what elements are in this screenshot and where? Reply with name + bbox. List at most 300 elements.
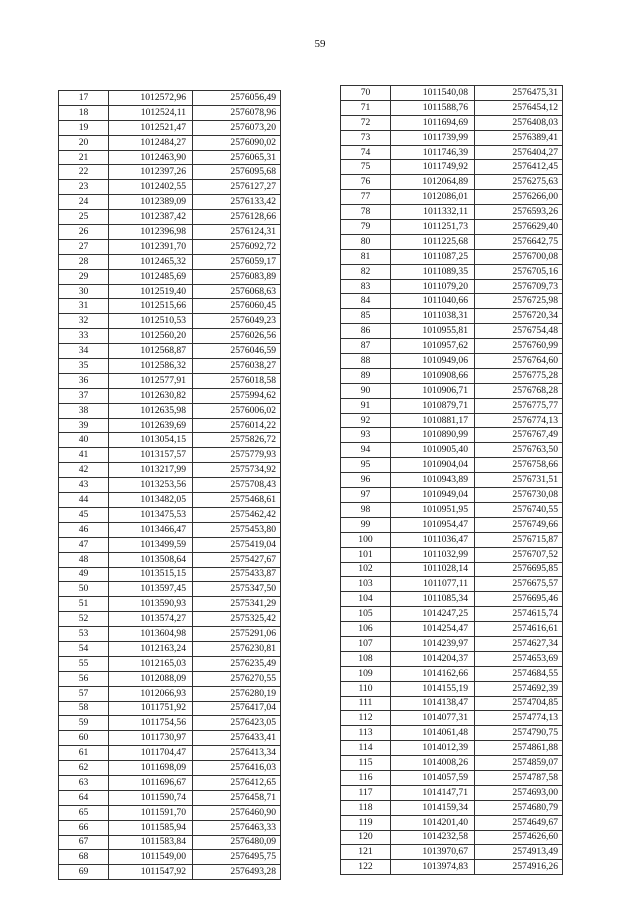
- point-number-cell: 21: [59, 150, 109, 165]
- x-coordinate-cell: 1011028,14: [391, 562, 475, 577]
- y-coordinate-cell: 2576090,02: [193, 135, 281, 150]
- x-coordinate-cell: 1012568,87: [109, 344, 193, 359]
- table-row: [59, 805, 281, 820]
- point-number-cell: 67: [59, 835, 109, 850]
- x-coordinate-cell: 1010943,89: [391, 473, 475, 488]
- point-number-cell: 35: [59, 359, 109, 374]
- x-coordinate-cell: 1014061,48: [391, 726, 475, 741]
- y-coordinate-cell: 2576775,77: [475, 398, 563, 413]
- point-number-cell: 72: [341, 115, 391, 130]
- x-coordinate-cell: 1011032,99: [391, 547, 475, 562]
- x-coordinate-cell: 1014077,31: [391, 711, 475, 726]
- point-number-cell: 76: [341, 175, 391, 190]
- y-coordinate-cell: 2576695,85: [475, 562, 563, 577]
- y-coordinate-cell: 2576707,52: [475, 547, 563, 562]
- table-row: [341, 130, 563, 145]
- table-row: [59, 641, 281, 656]
- point-number-cell: 37: [59, 388, 109, 403]
- y-coordinate-cell: 2576275,63: [475, 175, 563, 190]
- x-coordinate-cell: 1014008,26: [391, 756, 475, 771]
- point-number-cell: 95: [341, 458, 391, 473]
- point-number-cell: 23: [59, 180, 109, 195]
- point-number-cell: 33: [59, 329, 109, 344]
- point-number-cell: 99: [341, 517, 391, 532]
- y-coordinate-cell: 2576433,41: [193, 731, 281, 746]
- y-coordinate-cell: 2575325,42: [193, 612, 281, 627]
- point-number-cell: 78: [341, 205, 391, 220]
- table-row: [59, 225, 281, 240]
- table-row: [341, 115, 563, 130]
- x-coordinate-cell: 1012484,27: [109, 135, 193, 150]
- table-row: [59, 865, 281, 880]
- x-coordinate-cell: 1013475,53: [109, 507, 193, 522]
- x-coordinate-cell: 1012586,32: [109, 359, 193, 374]
- point-number-cell: 32: [59, 314, 109, 329]
- y-coordinate-cell: 2574913,49: [475, 845, 563, 860]
- y-coordinate-cell: 2574859,07: [475, 756, 563, 771]
- table-row: [59, 195, 281, 210]
- point-number-cell: 121: [341, 845, 391, 860]
- table-row: [341, 249, 563, 264]
- y-coordinate-cell: 2576475,31: [475, 86, 563, 101]
- x-coordinate-cell: 1013466,47: [109, 522, 193, 537]
- table-row: [59, 552, 281, 567]
- x-coordinate-cell: 1014012,39: [391, 741, 475, 756]
- point-number-cell: 26: [59, 225, 109, 240]
- table-row: [59, 314, 281, 329]
- table-row: [341, 785, 563, 800]
- table-row: [59, 165, 281, 180]
- x-coordinate-cell: 1012485,69: [109, 269, 193, 284]
- y-coordinate-cell: 2576730,08: [475, 488, 563, 503]
- y-coordinate-cell: 2576642,75: [475, 234, 563, 249]
- table-row: [59, 790, 281, 805]
- point-number-cell: 116: [341, 770, 391, 785]
- point-number-cell: 64: [59, 790, 109, 805]
- point-number-cell: 25: [59, 210, 109, 225]
- table-row: [341, 100, 563, 115]
- point-number-cell: 104: [341, 592, 391, 607]
- table-row: [341, 264, 563, 279]
- y-coordinate-cell: 2576416,03: [193, 761, 281, 776]
- table-row: [341, 651, 563, 666]
- table-row: [341, 234, 563, 249]
- table-row: [59, 254, 281, 269]
- x-coordinate-cell: 1011251,73: [391, 220, 475, 235]
- x-coordinate-cell: 1011583,84: [109, 835, 193, 850]
- y-coordinate-cell: 2576014,22: [193, 418, 281, 433]
- table-row: [341, 681, 563, 696]
- table-row: [59, 582, 281, 597]
- y-coordinate-cell: 2574861,88: [475, 741, 563, 756]
- point-number-cell: 61: [59, 746, 109, 761]
- coordinates-table-left: [58, 90, 281, 880]
- x-coordinate-cell: 1013604,98: [109, 627, 193, 642]
- x-coordinate-cell: 1011739,99: [391, 130, 475, 145]
- point-number-cell: 44: [59, 493, 109, 508]
- point-number-cell: 36: [59, 373, 109, 388]
- x-coordinate-cell: 1012397,26: [109, 165, 193, 180]
- table-row: [341, 666, 563, 681]
- y-coordinate-cell: 2576230,81: [193, 641, 281, 656]
- point-number-cell: 47: [59, 537, 109, 552]
- x-coordinate-cell: 1011751,92: [109, 701, 193, 716]
- table-row: [59, 299, 281, 314]
- y-coordinate-cell: 2576060,45: [193, 299, 281, 314]
- x-coordinate-cell: 1013217,99: [109, 463, 193, 478]
- y-coordinate-cell: 2574704,85: [475, 696, 563, 711]
- x-coordinate-cell: 1014138,47: [391, 696, 475, 711]
- x-coordinate-cell: 1012165,03: [109, 656, 193, 671]
- table-row: [59, 135, 281, 150]
- table-row: [341, 294, 563, 309]
- point-number-cell: 80: [341, 234, 391, 249]
- table-row: [341, 696, 563, 711]
- point-number-cell: 56: [59, 671, 109, 686]
- point-number-cell: 70: [341, 86, 391, 101]
- y-coordinate-cell: 2574684,55: [475, 666, 563, 681]
- y-coordinate-cell: 2575734,92: [193, 463, 281, 478]
- table-row: [341, 607, 563, 622]
- point-number-cell: 24: [59, 195, 109, 210]
- y-coordinate-cell: 2576128,66: [193, 210, 281, 225]
- x-coordinate-cell: 1010906,71: [391, 383, 475, 398]
- y-coordinate-cell: 2576404,27: [475, 145, 563, 160]
- table-row: [59, 403, 281, 418]
- table-row: [341, 354, 563, 369]
- y-coordinate-cell: 2576593,26: [475, 205, 563, 220]
- x-coordinate-cell: 1011730,97: [109, 731, 193, 746]
- y-coordinate-cell: 2576133,42: [193, 195, 281, 210]
- x-coordinate-cell: 1011085,34: [391, 592, 475, 607]
- point-number-cell: 90: [341, 383, 391, 398]
- table-row: [341, 383, 563, 398]
- x-coordinate-cell: 1012465,32: [109, 254, 193, 269]
- table-row: [59, 284, 281, 299]
- point-number-cell: 20: [59, 135, 109, 150]
- x-coordinate-cell: 1012086,01: [391, 190, 475, 205]
- x-coordinate-cell: 1012521,47: [109, 120, 193, 135]
- x-coordinate-cell: 1011040,66: [391, 294, 475, 309]
- y-coordinate-cell: 2575347,50: [193, 582, 281, 597]
- y-coordinate-cell: 2575427,67: [193, 552, 281, 567]
- table-row: [341, 770, 563, 785]
- y-coordinate-cell: 2576423,05: [193, 716, 281, 731]
- x-coordinate-cell: 1013157,57: [109, 448, 193, 463]
- x-coordinate-cell: 1011332,11: [391, 205, 475, 220]
- y-coordinate-cell: 2575994,62: [193, 388, 281, 403]
- x-coordinate-cell: 1010949,04: [391, 488, 475, 503]
- point-number-cell: 112: [341, 711, 391, 726]
- table-row: [341, 220, 563, 235]
- table-row: [341, 830, 563, 845]
- y-coordinate-cell: 2576460,90: [193, 805, 281, 820]
- point-number-cell: 48: [59, 552, 109, 567]
- table-row: [341, 636, 563, 651]
- point-number-cell: 54: [59, 641, 109, 656]
- table-row: [59, 91, 281, 106]
- point-number-cell: 114: [341, 741, 391, 756]
- table-row: [341, 711, 563, 726]
- point-number-cell: 51: [59, 597, 109, 612]
- x-coordinate-cell: 1011087,25: [391, 249, 475, 264]
- y-coordinate-cell: 2575462,42: [193, 507, 281, 522]
- point-number-cell: 41: [59, 448, 109, 463]
- table-row: [59, 835, 281, 850]
- point-number-cell: 59: [59, 716, 109, 731]
- x-coordinate-cell: 1014232,58: [391, 830, 475, 845]
- table-row: [59, 344, 281, 359]
- table-row: [341, 756, 563, 771]
- y-coordinate-cell: 2576629,40: [475, 220, 563, 235]
- y-coordinate-cell: 2576700,08: [475, 249, 563, 264]
- point-number-cell: 92: [341, 413, 391, 428]
- table-row: [341, 502, 563, 517]
- table-row: [341, 562, 563, 577]
- x-coordinate-cell: 1011749,92: [391, 160, 475, 175]
- point-number-cell: 34: [59, 344, 109, 359]
- y-coordinate-cell: 2575419,04: [193, 537, 281, 552]
- table-row: [341, 547, 563, 562]
- table-row: [59, 597, 281, 612]
- x-coordinate-cell: 1012402,55: [109, 180, 193, 195]
- table-row: [59, 478, 281, 493]
- y-coordinate-cell: 2576127,27: [193, 180, 281, 195]
- y-coordinate-cell: 2576731,51: [475, 473, 563, 488]
- x-coordinate-cell: 1013590,93: [109, 597, 193, 612]
- point-number-cell: 42: [59, 463, 109, 478]
- x-coordinate-cell: 1014254,47: [391, 622, 475, 637]
- table-row: [59, 433, 281, 448]
- point-number-cell: 106: [341, 622, 391, 637]
- x-coordinate-cell: 1011540,08: [391, 86, 475, 101]
- table-row: [59, 820, 281, 835]
- y-coordinate-cell: 2576083,89: [193, 269, 281, 284]
- table-row: [59, 105, 281, 120]
- table-row: [59, 210, 281, 225]
- point-number-cell: 52: [59, 612, 109, 627]
- point-number-cell: 111: [341, 696, 391, 711]
- table-row: [59, 537, 281, 552]
- table-row: [341, 428, 563, 443]
- point-number-cell: 50: [59, 582, 109, 597]
- point-number-cell: 82: [341, 264, 391, 279]
- y-coordinate-cell: 2576760,99: [475, 339, 563, 354]
- table-row: [341, 368, 563, 383]
- table-row: [341, 592, 563, 607]
- y-coordinate-cell: 2576767,49: [475, 428, 563, 443]
- y-coordinate-cell: 2575453,80: [193, 522, 281, 537]
- x-coordinate-cell: 1010904,04: [391, 458, 475, 473]
- y-coordinate-cell: 2574627,34: [475, 636, 563, 651]
- table-row: [341, 190, 563, 205]
- table-row: [341, 458, 563, 473]
- x-coordinate-cell: 1014204,37: [391, 651, 475, 666]
- x-coordinate-cell: 1012630,82: [109, 388, 193, 403]
- table-row: [341, 413, 563, 428]
- y-coordinate-cell: 2576389,41: [475, 130, 563, 145]
- y-coordinate-cell: 2576266,00: [475, 190, 563, 205]
- x-coordinate-cell: 1012088,09: [109, 671, 193, 686]
- y-coordinate-cell: 2576763,50: [475, 443, 563, 458]
- x-coordinate-cell: 1012639,69: [109, 418, 193, 433]
- y-coordinate-cell: 2576018,58: [193, 373, 281, 388]
- y-coordinate-cell: 2574653,69: [475, 651, 563, 666]
- point-number-cell: 73: [341, 130, 391, 145]
- point-number-cell: 86: [341, 324, 391, 339]
- point-number-cell: 45: [59, 507, 109, 522]
- x-coordinate-cell: 1013253,56: [109, 478, 193, 493]
- point-number-cell: 103: [341, 577, 391, 592]
- x-coordinate-cell: 1013597,45: [109, 582, 193, 597]
- x-coordinate-cell: 1012510,53: [109, 314, 193, 329]
- point-number-cell: 74: [341, 145, 391, 160]
- y-coordinate-cell: 2576280,19: [193, 686, 281, 701]
- y-coordinate-cell: 2576768,28: [475, 383, 563, 398]
- table-row: [341, 324, 563, 339]
- y-coordinate-cell: 2576705,16: [475, 264, 563, 279]
- table-row: [59, 269, 281, 284]
- point-number-cell: 57: [59, 686, 109, 701]
- x-coordinate-cell: 1012163,24: [109, 641, 193, 656]
- y-coordinate-cell: 2576073,20: [193, 120, 281, 135]
- point-number-cell: 89: [341, 368, 391, 383]
- x-coordinate-cell: 1011591,70: [109, 805, 193, 820]
- x-coordinate-cell: 1011036,47: [391, 532, 475, 547]
- point-number-cell: 40: [59, 433, 109, 448]
- y-coordinate-cell: 2574616,61: [475, 622, 563, 637]
- point-number-cell: 22: [59, 165, 109, 180]
- x-coordinate-cell: 1012515,66: [109, 299, 193, 314]
- table-row: [341, 800, 563, 815]
- x-coordinate-cell: 1011549,00: [109, 850, 193, 865]
- y-coordinate-cell: 2576235,49: [193, 656, 281, 671]
- table-row: [341, 175, 563, 190]
- x-coordinate-cell: 1011704,47: [109, 746, 193, 761]
- point-number-cell: 108: [341, 651, 391, 666]
- y-coordinate-cell: 2574649,67: [475, 815, 563, 830]
- x-coordinate-cell: 1013499,59: [109, 537, 193, 552]
- x-coordinate-cell: 1012387,42: [109, 210, 193, 225]
- x-coordinate-cell: 1011225,68: [391, 234, 475, 249]
- y-coordinate-cell: 2576417,04: [193, 701, 281, 716]
- y-coordinate-cell: 2576463,33: [193, 820, 281, 835]
- y-coordinate-cell: 2574626,60: [475, 830, 563, 845]
- point-number-cell: 18: [59, 105, 109, 120]
- point-number-cell: 46: [59, 522, 109, 537]
- point-number-cell: 115: [341, 756, 391, 771]
- table-row: [341, 160, 563, 175]
- x-coordinate-cell: 1011547,92: [109, 865, 193, 880]
- point-number-cell: 119: [341, 815, 391, 830]
- y-coordinate-cell: 2576059,17: [193, 254, 281, 269]
- y-coordinate-cell: 2575341,29: [193, 597, 281, 612]
- table-row: [341, 86, 563, 101]
- y-coordinate-cell: 2575433,87: [193, 567, 281, 582]
- table-row: [341, 488, 563, 503]
- point-number-cell: 109: [341, 666, 391, 681]
- y-coordinate-cell: 2574692,39: [475, 681, 563, 696]
- y-coordinate-cell: 2574693,00: [475, 785, 563, 800]
- x-coordinate-cell: 1012396,98: [109, 225, 193, 240]
- y-coordinate-cell: 2576749,66: [475, 517, 563, 532]
- point-number-cell: 27: [59, 239, 109, 254]
- point-number-cell: 53: [59, 627, 109, 642]
- table-row: [59, 373, 281, 388]
- y-coordinate-cell: 2576412,65: [193, 775, 281, 790]
- y-coordinate-cell: 2575291,06: [193, 627, 281, 642]
- point-number-cell: 110: [341, 681, 391, 696]
- point-number-cell: 83: [341, 279, 391, 294]
- table-row: [59, 239, 281, 254]
- y-coordinate-cell: 2576412,45: [475, 160, 563, 175]
- y-coordinate-cell: 2576715,87: [475, 532, 563, 547]
- y-coordinate-cell: 2576493,28: [193, 865, 281, 880]
- point-number-cell: 85: [341, 309, 391, 324]
- point-number-cell: 31: [59, 299, 109, 314]
- point-number-cell: 69: [59, 865, 109, 880]
- point-number-cell: 120: [341, 830, 391, 845]
- x-coordinate-cell: 1013515,15: [109, 567, 193, 582]
- table-row: [59, 671, 281, 686]
- y-coordinate-cell: 2576065,31: [193, 150, 281, 165]
- table-row: [59, 731, 281, 746]
- point-number-cell: 84: [341, 294, 391, 309]
- table-row: [59, 448, 281, 463]
- point-number-cell: 81: [341, 249, 391, 264]
- x-coordinate-cell: 1012389,09: [109, 195, 193, 210]
- y-coordinate-cell: 2576078,96: [193, 105, 281, 120]
- x-coordinate-cell: 1014147,71: [391, 785, 475, 800]
- y-coordinate-cell: 2576038,27: [193, 359, 281, 374]
- point-number-cell: 17: [59, 91, 109, 106]
- table-row: [59, 507, 281, 522]
- x-coordinate-cell: 1010905,40: [391, 443, 475, 458]
- y-coordinate-cell: 2576124,31: [193, 225, 281, 240]
- point-number-cell: 62: [59, 761, 109, 776]
- y-coordinate-cell: 2574680,79: [475, 800, 563, 815]
- point-number-cell: 107: [341, 636, 391, 651]
- table-row: [341, 577, 563, 592]
- x-coordinate-cell: 1012519,40: [109, 284, 193, 299]
- x-coordinate-cell: 1014159,34: [391, 800, 475, 815]
- y-coordinate-cell: 2574787,58: [475, 770, 563, 785]
- x-coordinate-cell: 1010955,81: [391, 324, 475, 339]
- table-row: [341, 205, 563, 220]
- y-coordinate-cell: 2576720,34: [475, 309, 563, 324]
- point-number-cell: 68: [59, 850, 109, 865]
- y-coordinate-cell: 2576026,56: [193, 329, 281, 344]
- table-row: [59, 567, 281, 582]
- point-number-cell: 66: [59, 820, 109, 835]
- table-row: [59, 359, 281, 374]
- y-coordinate-cell: 2576095,68: [193, 165, 281, 180]
- y-coordinate-cell: 2576740,55: [475, 502, 563, 517]
- y-coordinate-cell: 2576495,75: [193, 850, 281, 865]
- point-number-cell: 30: [59, 284, 109, 299]
- coordinates-table-right: [340, 85, 563, 875]
- y-coordinate-cell: 2576775,28: [475, 368, 563, 383]
- x-coordinate-cell: 1011694,69: [391, 115, 475, 130]
- x-coordinate-cell: 1012635,98: [109, 403, 193, 418]
- x-coordinate-cell: 1011746,39: [391, 145, 475, 160]
- point-number-cell: 58: [59, 701, 109, 716]
- table-row: [341, 279, 563, 294]
- table-row: [59, 329, 281, 344]
- point-number-cell: 96: [341, 473, 391, 488]
- x-coordinate-cell: 1011079,20: [391, 279, 475, 294]
- y-coordinate-cell: 2576056,49: [193, 91, 281, 106]
